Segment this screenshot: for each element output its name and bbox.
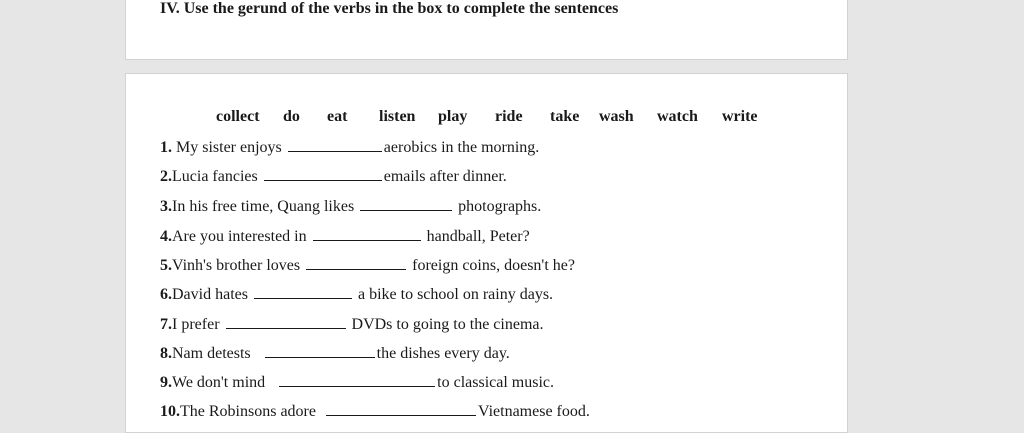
answer-blank[interactable] — [254, 285, 352, 299]
answer-blank[interactable] — [288, 138, 382, 152]
word-box-item: do — [283, 108, 300, 125]
sentence-1 — [160, 138, 539, 158]
sentence-text-before: I prefer — [172, 316, 224, 333]
answer-blank[interactable] — [265, 344, 375, 358]
sentence-number: 6. — [160, 286, 172, 303]
sentence-text-before: Lucia fancies — [172, 168, 262, 185]
sentence-number: 1. — [160, 139, 172, 156]
sentence-number: 8. — [160, 345, 172, 362]
word-box-item: write — [722, 108, 758, 125]
sentence-number: 2. — [160, 168, 172, 185]
sentence-4 — [160, 227, 530, 247]
word-box-item: eat — [327, 108, 348, 125]
sentence-5 — [160, 256, 575, 276]
sentence-8 — [160, 344, 510, 364]
sentence-text-after: emails after dinner. — [383, 168, 507, 185]
word-box-item: watch — [657, 108, 698, 125]
sentence-number: 4. — [160, 228, 172, 245]
sentence-number: 7. — [160, 316, 172, 333]
sentence-text-after: Vietnamese food. — [477, 403, 590, 420]
sentence-9 — [160, 373, 554, 393]
sentence-text-after: DVDs to going to the cinema. — [347, 316, 544, 333]
sentence-3 — [160, 197, 541, 217]
sentence-text-after: foreign coins, doesn't he? — [408, 257, 575, 274]
word-box-item: collect — [216, 108, 260, 125]
sentence-text-before: In his free time, Quang likes — [172, 198, 359, 215]
sentence-text-after: aerobics in the morning. — [383, 139, 540, 156]
answer-blank[interactable] — [360, 197, 452, 211]
sentence-text-after: handball, Peter? — [422, 228, 530, 245]
sentence-number: 10. — [160, 403, 180, 420]
sentence-text-before: The Robinsons adore — [180, 403, 320, 420]
answer-blank[interactable] — [313, 227, 421, 241]
word-box-item: ride — [495, 108, 523, 125]
word-box-item: play — [438, 108, 468, 125]
word-box-item: listen — [379, 108, 416, 125]
sentence-number: 3. — [160, 198, 172, 215]
sentence-2 — [160, 167, 507, 187]
sentence-7 — [160, 315, 543, 335]
sentence-text-before: My sister enjoys — [172, 139, 286, 156]
sentence-text-before: We don't mind — [172, 374, 270, 391]
sentence-text-before: David hates — [172, 286, 252, 303]
sentence-text-after: a bike to school on rainy days. — [353, 286, 554, 303]
sentence-text-before: Vinh's brother loves — [172, 257, 305, 274]
sentence-text-after: to classical music. — [437, 374, 554, 391]
word-box — [0, 108, 1024, 130]
answer-blank[interactable] — [264, 167, 382, 181]
answer-blank[interactable] — [306, 256, 406, 270]
sentence-text-after: the dishes every day. — [376, 345, 510, 362]
answer-blank[interactable] — [279, 373, 435, 387]
sentence-10 — [160, 402, 590, 422]
sentence-6 — [160, 285, 553, 305]
word-box-item: wash — [599, 108, 634, 125]
word-box-item: take — [550, 108, 580, 125]
sentence-text-before: Nam detests — [172, 345, 255, 362]
sentence-text-after: photographs. — [454, 198, 542, 215]
sentence-number: 5. — [160, 257, 172, 274]
exercise-heading: IV. Use the gerund of the verbs in the box to complete the sentences — [160, 0, 619, 17]
answer-blank[interactable] — [326, 402, 476, 416]
sentence-text-before: Are you interested in — [172, 228, 311, 245]
answer-blank[interactable] — [226, 315, 346, 329]
sentence-number: 9. — [160, 374, 172, 391]
